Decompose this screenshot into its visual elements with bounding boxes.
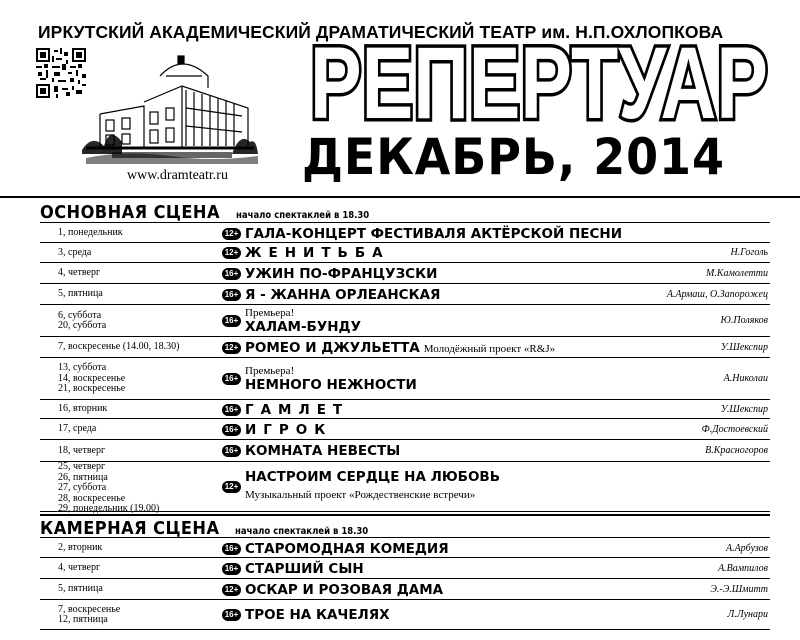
play-author: А.Вампилов (718, 562, 768, 574)
play-title[interactable] (245, 377, 417, 393)
play-author: Ф.Достоевский (701, 423, 768, 435)
play-title[interactable] (245, 266, 437, 282)
play-title-text: ИГРОК (245, 421, 333, 438)
age-rating-badge: 16+ (222, 445, 241, 457)
svg-text:РЕПЕРТУАР: РЕПЕРТУАР (310, 38, 768, 124)
performance-dates (58, 424, 96, 435)
date-line: 7, воскресенье (14.00, 18.30) (58, 341, 180, 353)
play-author: М.Камолетти (706, 267, 768, 279)
performance-dates (58, 228, 123, 239)
play-title-text: ХАЛАМ-БУНДУ (245, 319, 361, 335)
play-author: Л.Лунари (727, 609, 768, 620)
date-line: 25, четверг (58, 461, 106, 472)
age-rating-badge: 16+ (222, 289, 241, 301)
date-line: 21, воскресенье (58, 383, 126, 395)
play-author: А.Николаи (723, 373, 768, 384)
performance-dates (58, 268, 100, 279)
performance-dates (58, 563, 100, 574)
play-author: У.Шекспир (720, 403, 768, 415)
play-title[interactable] (245, 422, 332, 438)
date-line: 27, суббота (58, 482, 107, 493)
date-line: 7, воскресенье (58, 603, 121, 615)
performance-dates (58, 311, 106, 332)
age-rating-badge: 16+ (222, 543, 241, 555)
play-title[interactable] (245, 340, 555, 356)
date-line: 4, четверг (58, 267, 101, 279)
play-title[interactable] (245, 287, 440, 303)
age-rating-badge: 16+ (222, 563, 241, 575)
schedule-row[interactable] (40, 419, 770, 440)
section-title: ОСНОВНАЯ СЦЕНА (40, 202, 220, 223)
section-divider (40, 514, 770, 516)
date-line: 4, четверг (58, 562, 101, 574)
age-rating-badge: 12+ (222, 481, 241, 493)
section-note: начало спектаклей в 18.30 (235, 526, 369, 537)
date-line: 29, понедельник (19.00) (58, 503, 160, 514)
play-title-text: УЖИН ПО-ФРАНЦУЗСКИ (245, 265, 438, 282)
performance-dates (58, 543, 102, 554)
schedule-row[interactable] (40, 400, 770, 419)
schedule-row[interactable] (40, 558, 770, 579)
play-title-text: СТАРШИЙ СЫН (245, 560, 364, 577)
play-author: Н.Гоголь (730, 247, 768, 258)
performance-dates (58, 404, 107, 415)
play-title[interactable] (245, 319, 361, 335)
website-link[interactable]: www.dramteatr.ru (127, 168, 228, 183)
age-rating-badge: 12+ (222, 342, 241, 354)
schedule-row[interactable] (40, 263, 770, 284)
play-title[interactable] (245, 226, 622, 242)
date-line: 6, суббота (58, 309, 102, 321)
schedule-row[interactable] (40, 358, 770, 400)
date-line: 20, суббота (58, 320, 107, 331)
date-line: 18, четверг (58, 444, 106, 456)
date-line: 2, вторник (58, 542, 103, 554)
play-title[interactable] (245, 582, 443, 598)
play-author: Э.-Э.Шмитт (710, 583, 768, 595)
performance-dates (58, 462, 159, 515)
play-title-text: НАСТРОИМ СЕРДЦЕ НА ЛЮБОВЬ (245, 469, 501, 485)
date-line: 13, суббота (58, 362, 107, 374)
schedule-row[interactable] (40, 579, 770, 600)
schedule-row[interactable] (40, 537, 770, 558)
section-title: КАМЕРНАЯ СЦЕНА (40, 518, 220, 539)
date-line: 14, воскресенье (58, 372, 126, 384)
schedule-row[interactable] (40, 284, 770, 305)
play-title[interactable] (245, 607, 390, 623)
age-rating-badge: 12+ (222, 228, 241, 240)
date-line: 16, вторник (58, 403, 108, 415)
play-subtitle: Молодёжный проект «R&J» (423, 342, 556, 355)
play-author: Ю.Поляков (720, 315, 768, 326)
performance-dates (58, 363, 125, 395)
age-rating-badge: 16+ (222, 268, 241, 280)
play-title[interactable] (245, 245, 390, 261)
play-title[interactable] (245, 443, 400, 459)
date-line: 26, пятница (58, 471, 108, 483)
play-title-text: СТАРОМОДНАЯ КОМЕДИЯ (245, 540, 449, 557)
play-title-text: ГАМЛЕТ (245, 401, 350, 418)
play-title[interactable] (245, 469, 500, 485)
top-divider (0, 196, 800, 198)
age-rating-badge: 12+ (222, 584, 241, 596)
age-rating-badge: 16+ (222, 424, 241, 436)
performance-dates (58, 289, 103, 300)
date-line: 17, среда (58, 423, 97, 435)
play-title-text: ГАЛА-КОНЦЕРТ ФЕСТИВАЛЯ АКТЁРСКОЙ ПЕСНИ (245, 225, 622, 242)
schedule-row[interactable] (40, 305, 770, 337)
schedule-row[interactable] (40, 600, 770, 630)
age-rating-badge: 16+ (222, 609, 241, 621)
performance-dates (58, 584, 103, 595)
play-title-text: РОМЕО И ДЖУЛЬЕТТА (245, 339, 420, 356)
age-rating-badge: 12+ (222, 247, 241, 259)
play-author: А.Арбузов (725, 542, 768, 554)
premiere-label: Премьера! (245, 307, 295, 319)
age-rating-badge: 16+ (222, 404, 241, 416)
theatre-name: ИРКУТСКИЙ АКАДЕМИЧЕСКИЙ ДРАМАТИЧЕСКИЙ ТЕАТР им. Н.П.ОХЛОПКОВА (38, 22, 724, 42)
schedule-row[interactable] (40, 440, 770, 462)
play-title[interactable] (245, 402, 349, 418)
play-author: А.Армаш, О.Запорожец (666, 288, 768, 300)
schedule-row[interactable] (40, 462, 770, 512)
play-title-text: ТРОЕ НА КАЧЕЛЯХ (245, 607, 390, 623)
play-author: В.Красногоров (705, 445, 768, 456)
schedule-row[interactable] (40, 243, 770, 263)
section-note: начало спектаклей в 18.30 (235, 210, 370, 221)
age-rating-badge: 16+ (222, 373, 241, 385)
date-line: 12, пятница (58, 614, 108, 625)
performance-dates (58, 248, 91, 259)
date-line: 3, среда (58, 246, 92, 258)
theatre-building-icon (82, 46, 258, 168)
play-author: У.Шекспир (720, 341, 768, 353)
section-main-stage (40, 202, 393, 224)
play-title[interactable] (245, 541, 449, 557)
date-line: 5, пятница (58, 288, 103, 300)
play-title-text: НЕМНОГО НЕЖНОСТИ (245, 377, 417, 393)
date-line: 1, понедельник (58, 227, 123, 239)
premiere-label: Премьера! (245, 365, 295, 377)
play-title-text: КОМНАТА НЕВЕСТЫ (245, 443, 401, 459)
page-title (310, 38, 770, 124)
date-line: 28, воскресенье (58, 492, 126, 504)
play-title-text: ЖЕНИТЬБА (245, 245, 390, 261)
age-rating-badge: 16+ (222, 315, 241, 327)
performance-dates (58, 605, 120, 626)
play-title-text: ОСКАР И РОЗОВАЯ ДАМА (245, 581, 444, 598)
performance-note: Музыкальный проект «Рождественские встречи» (245, 489, 476, 501)
play-title-text: Я - ЖАННА ОРЛЕАНСКАЯ (245, 286, 441, 303)
performance-dates (58, 446, 105, 457)
schedule-row[interactable] (40, 222, 770, 243)
play-title[interactable] (245, 561, 364, 577)
schedule-row[interactable] (40, 337, 770, 358)
qr-code-icon[interactable] (36, 48, 86, 98)
performance-dates (58, 342, 179, 353)
date-line: 5, пятница (58, 583, 103, 595)
page-subtitle: ДЕКАБРЬ, 2014 (302, 128, 725, 186)
